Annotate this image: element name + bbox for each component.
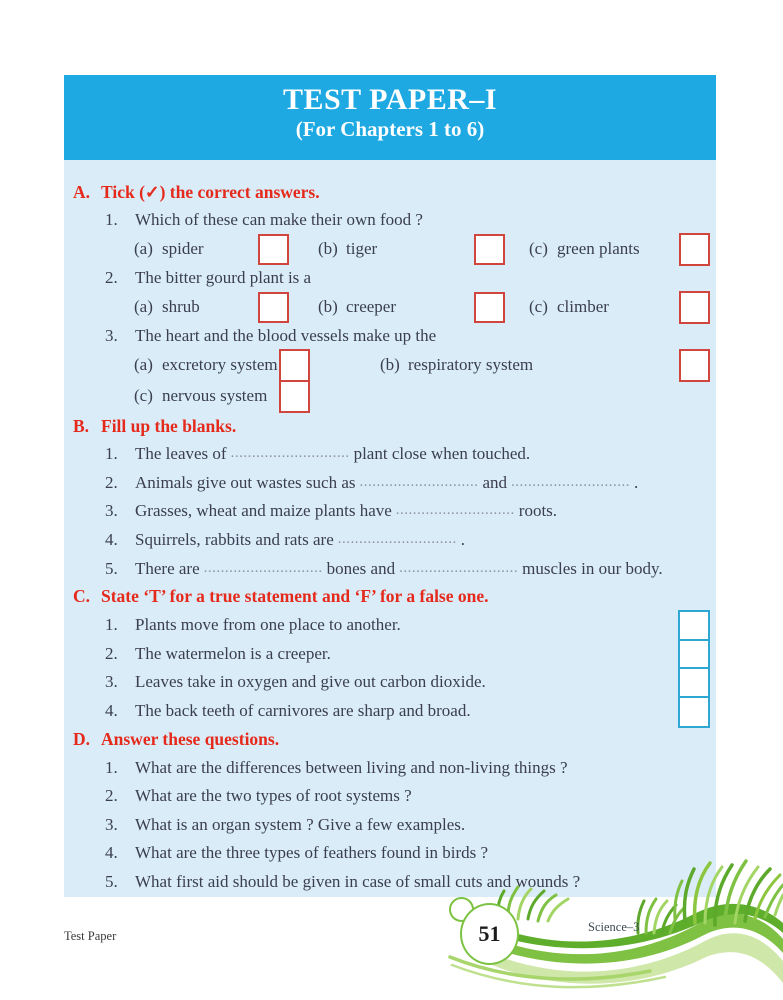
grass-swoosh-decoration — [380, 853, 783, 1000]
answer-checkbox[interactable] — [258, 292, 289, 323]
question-number: 2. — [105, 643, 118, 663]
blank-line[interactable]: ............................ — [359, 473, 479, 490]
answer-checkbox[interactable] — [474, 234, 505, 265]
question-text: What are the three types of feathers found in birds ? — [135, 843, 489, 863]
answer-checkbox[interactable] — [279, 349, 310, 382]
statement-text: Leaves take in oxygen and give out carbon dioxide. — [135, 672, 486, 692]
section-title: Fill up the blanks. — [101, 415, 237, 436]
option-a: (a) excretory system — [134, 355, 278, 374]
options-a1 — [64, 234, 716, 264]
true-false-2 — [64, 640, 716, 669]
question-number: 2. — [105, 786, 118, 806]
fill-blank-1 — [64, 440, 716, 469]
true-false-4 — [64, 697, 716, 726]
fill-blank-text: There are ............................ bones and ............................ muscles in our body. — [135, 558, 663, 578]
section-title: State ‘T’ for a true statement and ‘F’ for a false one. — [101, 586, 489, 607]
answer-checkbox[interactable] — [679, 291, 710, 324]
question-text: What first aid should be given in case of small cuts and wounds ? — [135, 872, 581, 892]
answer-checkbox[interactable] — [279, 380, 310, 413]
blank-line[interactable]: ............................ — [203, 559, 323, 576]
question-number: 2. — [105, 472, 118, 492]
footer-book-label: Science–3 — [588, 920, 640, 934]
question-number: 4. — [105, 530, 118, 550]
question-number: 4. — [105, 701, 118, 721]
option-c: (c) green plants — [529, 239, 640, 258]
question-number: 1. — [105, 444, 118, 464]
true-false-checkbox[interactable] — [678, 639, 710, 671]
fill-blank-4 — [64, 526, 716, 555]
true-false-checkbox[interactable] — [678, 696, 710, 728]
option-c: (c) nervous system — [134, 386, 268, 405]
section-letter: D. — [73, 728, 91, 749]
question-area — [64, 160, 716, 897]
fill-blank-text: Squirrels, rabbits and rats are ............................ . — [135, 530, 465, 550]
footer-chapter-label: Test Paper — [64, 929, 117, 943]
section-letter: C. — [73, 586, 91, 607]
answer-question-3 — [64, 811, 716, 840]
option-b: (b) tiger — [318, 239, 378, 258]
question-text: What are the two types of root systems ? — [135, 786, 412, 806]
question-number: 5. — [105, 558, 118, 578]
fill-blank-5 — [64, 554, 716, 583]
question-number: 3. — [105, 814, 118, 834]
question-text: The bitter gourd plant is a — [135, 268, 312, 287]
option-a: (a) spider — [134, 239, 204, 258]
answer-question-1 — [64, 753, 716, 782]
section-b-heading — [64, 412, 716, 440]
question-number: 5. — [105, 872, 118, 892]
question-number: 3. — [105, 326, 118, 345]
section-title: Answer these questions. — [101, 728, 280, 749]
option-c: (c) climber — [529, 297, 609, 316]
section-c-heading — [64, 583, 716, 611]
section-a-heading — [64, 178, 716, 206]
question-number: 4. — [105, 843, 118, 863]
section-letter: B. — [73, 415, 90, 436]
question-number: 2. — [105, 268, 118, 287]
question-text: What are the differences between living and non-living things ? — [135, 757, 568, 777]
fill-blank-2 — [64, 469, 716, 498]
answer-checkbox[interactable] — [258, 234, 289, 265]
question-a3 — [64, 322, 716, 350]
option-b: (b) respiratory system — [380, 355, 534, 374]
question-number: 3. — [105, 501, 118, 521]
statement-text: Plants move from one place to another. — [135, 615, 401, 635]
question-number: 1. — [105, 615, 118, 635]
fill-blank-text: The leaves of ............................ plant close when touched. — [135, 444, 531, 464]
blank-line[interactable]: ............................ — [399, 559, 519, 576]
blank-line[interactable]: ............................ — [511, 473, 631, 490]
title-banner — [64, 75, 716, 160]
option-b: (b) creeper — [318, 297, 397, 316]
fill-blank-text: Grasses, wheat and maize plants have ............................ roots. — [135, 501, 558, 521]
true-false-checkbox[interactable] — [678, 667, 710, 699]
true-false-1 — [64, 611, 716, 640]
true-false-checkbox[interactable] — [678, 610, 710, 642]
content-sheet — [64, 75, 716, 897]
question-a2 — [64, 264, 716, 292]
answer-checkbox[interactable] — [679, 233, 710, 266]
page-title: TEST PAPER–I — [282, 83, 498, 116]
fill-blank-text: Animals give out wastes such as ............................ and ............................ . — [135, 472, 639, 492]
question-number: 3. — [105, 672, 118, 692]
answer-checkbox[interactable] — [474, 292, 505, 323]
page-number-badge — [460, 903, 519, 965]
options-a2 — [64, 292, 716, 322]
answer-question-2 — [64, 782, 716, 811]
page-subtitle: (For Chapters 1 to 6) — [295, 117, 485, 141]
question-number: 1. — [105, 757, 118, 777]
answer-checkbox[interactable] — [679, 349, 710, 382]
statement-text: The back teeth of carnivores are sharp and broad. — [135, 701, 471, 721]
question-number: 1. — [105, 210, 118, 229]
question-text: The heart and the blood vessels make up the — [135, 326, 437, 345]
page-number: 51 — [478, 921, 501, 946]
option-a: (a) shrub — [134, 297, 200, 316]
section-title: Tick (✓) the correct answers. — [101, 181, 320, 202]
section-letter: A. — [73, 181, 91, 202]
blank-line[interactable]: ............................ — [337, 531, 457, 548]
options-a3-row1 — [64, 350, 716, 380]
question-text: Which of these can make their own food ? — [135, 210, 423, 229]
section-d-heading — [64, 725, 716, 753]
statement-text: The watermelon is a creeper. — [135, 643, 331, 663]
question-a1 — [64, 206, 716, 234]
true-false-3 — [64, 668, 716, 697]
blank-line[interactable]: ............................ — [395, 502, 515, 519]
options-a3-row2 — [64, 380, 716, 412]
fill-blank-3 — [64, 497, 716, 526]
blank-line[interactable]: ............................ — [230, 445, 350, 462]
question-text: What is an organ system ? Give a few examples. — [135, 814, 466, 834]
